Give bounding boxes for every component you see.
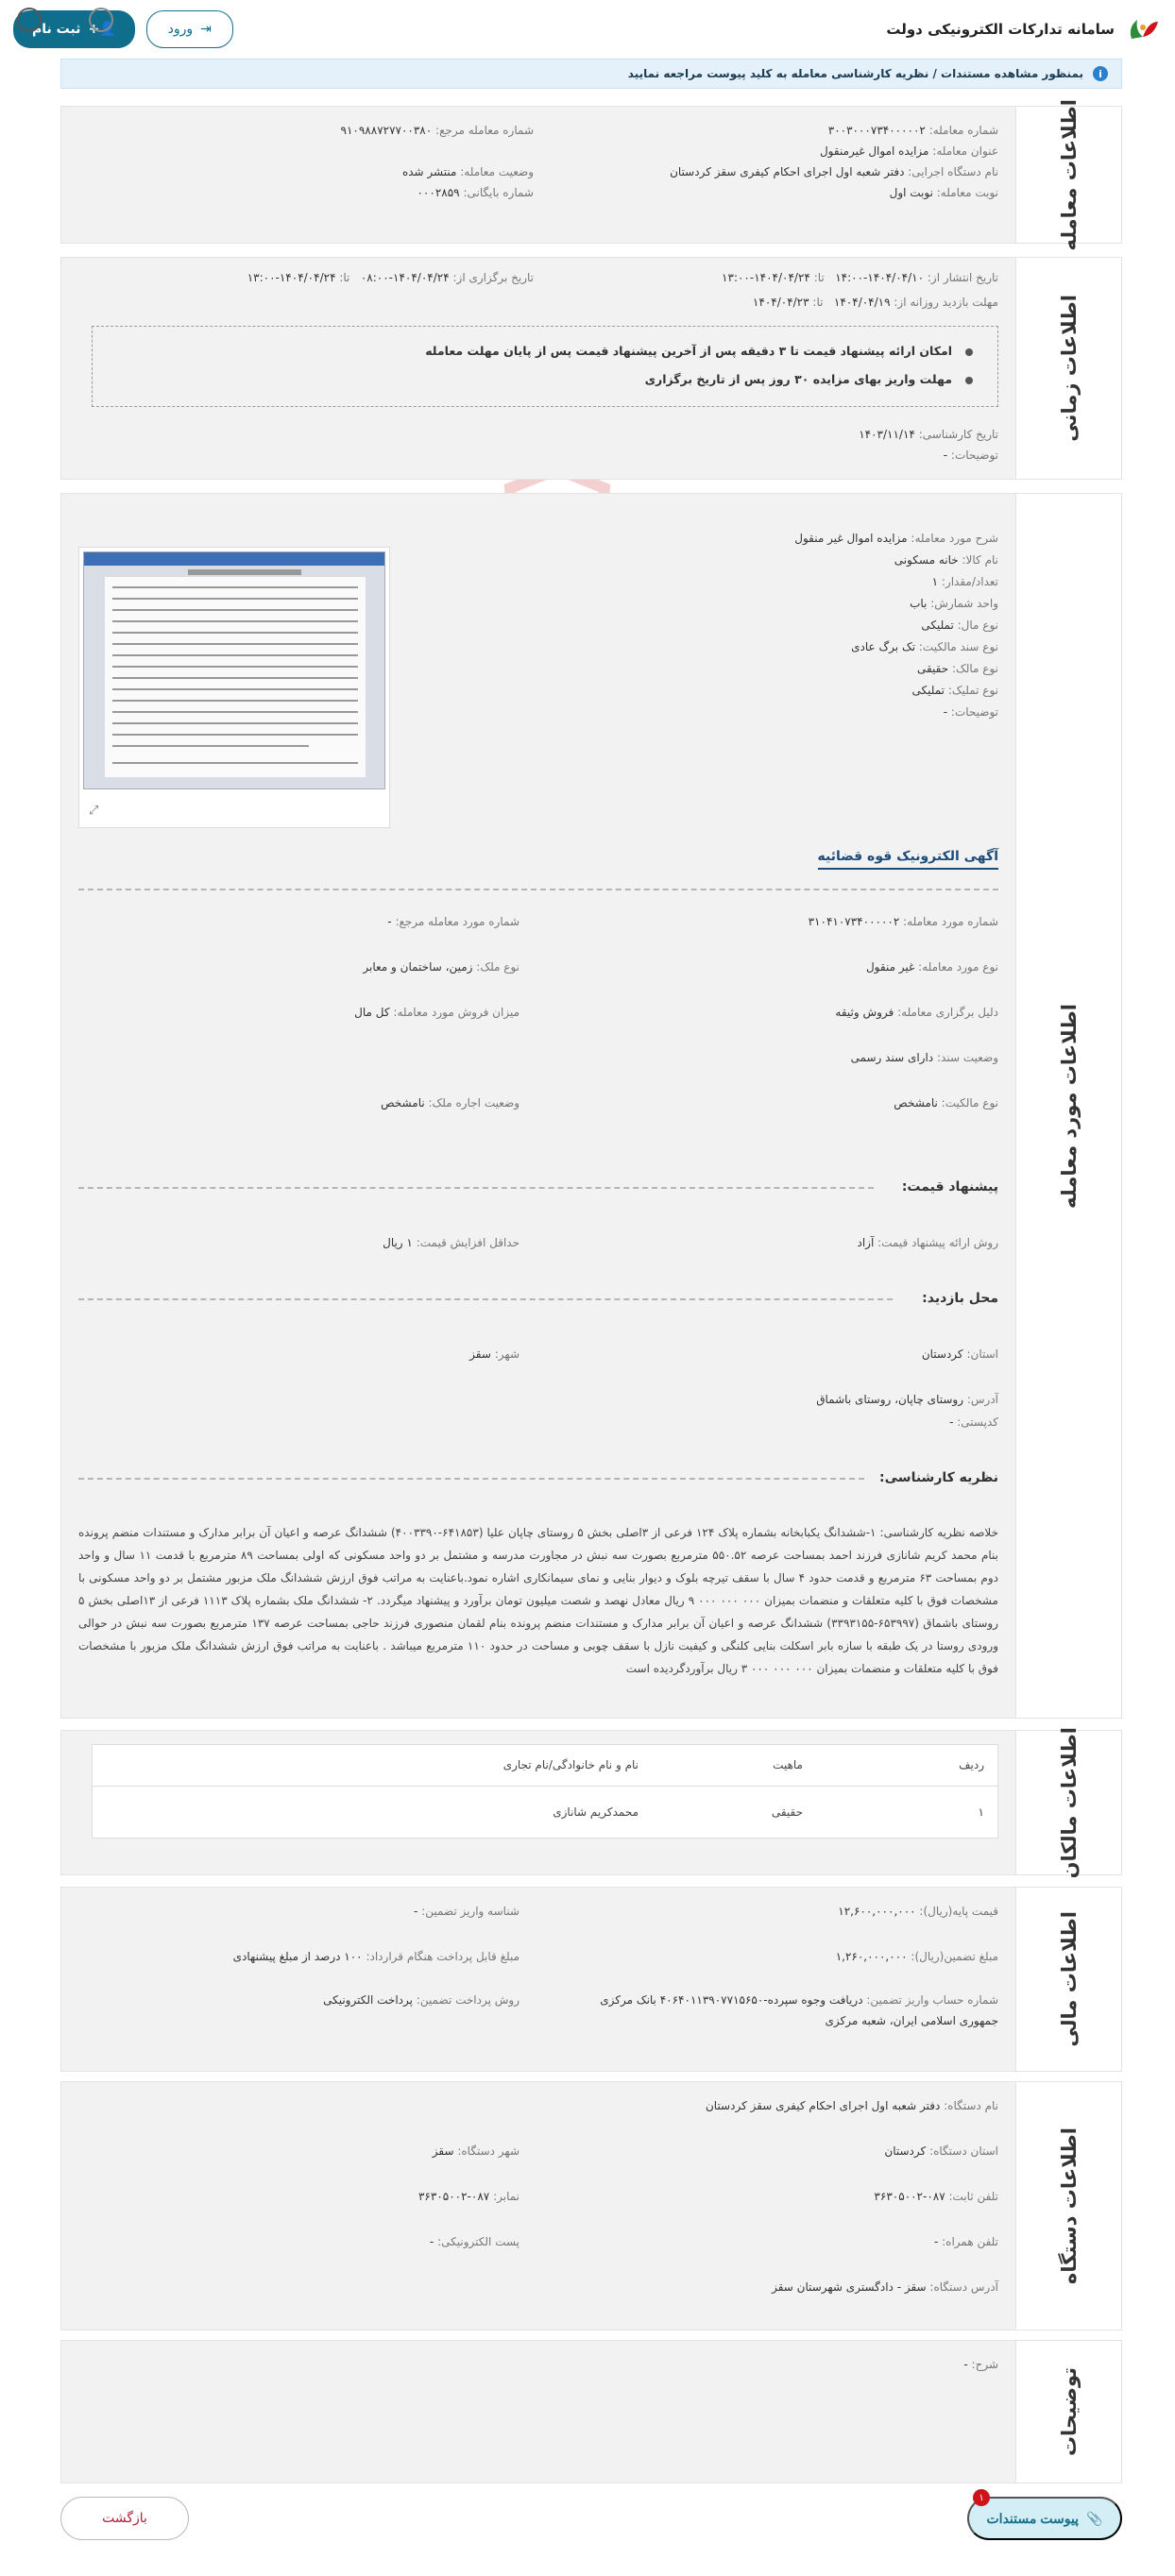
- add-user-icon: 👤+: [88, 22, 116, 37]
- item-section-label: اطلاعات مورد معامله: [1015, 494, 1121, 1718]
- owners-table-header: [93, 1745, 997, 1787]
- property-kind: نوع ملک: زمین، ساختمان و معابر: [363, 960, 519, 974]
- guarantee-amount: مبلغ تضمین(ریال): ۱,۲۶۰,۰۰۰,۰۰۰: [835, 1950, 998, 1963]
- setad-logo-icon: [1124, 10, 1162, 48]
- expert-date: تاریخ کارشناسی: ۱۴۰۳/۱۱/۱۴: [859, 428, 998, 441]
- ad-title-link[interactable]: آگهی الکترونیک قوه قضائیه: [818, 849, 999, 870]
- item-number: شماره مورد معامله: ۳۱۰۴۱۰۷۳۴۰۰۰۰۰۲: [808, 915, 998, 928]
- notice-thumbnail[interactable]: [78, 547, 390, 828]
- brand[interactable]: [886, 10, 1162, 48]
- guarantee-id: شناسه واریز تضمین: -: [414, 1905, 519, 1918]
- device-section: [60, 2081, 1122, 2330]
- rule-bullet-1: امکان ارائه پیشنهاد قیمت تا ۳ دقیقه پس از آخرین پیشنهاد قیمت پس از پایان مهلت معامله: [425, 344, 973, 358]
- unit: واحد شمارش: باب: [910, 597, 998, 610]
- property-type: نوع مال: تملیکی: [921, 619, 998, 632]
- emblem-logo-icon: [79, 8, 123, 51]
- device-fax: نمابر: ۰۸۷-۳۶۳۰۵۰۰۲: [417, 2190, 519, 2203]
- deal-reason: دلیل برگزاری معامله: فروش وثیقه: [835, 1006, 998, 1019]
- visit-city: شهر: سقز: [469, 1347, 519, 1361]
- device-address: آدرس دستگاه: سقز - دادگستری شهرستان سقز: [772, 2280, 998, 2294]
- item-kind: نوع مورد معامله: غیر منقول: [865, 960, 998, 974]
- login-button[interactable]: [146, 10, 233, 48]
- doc-type: نوع سند مالکیت: تک برگ عادی: [851, 640, 998, 653]
- device-province: استان دستگاه: کردستان: [884, 2144, 998, 2158]
- notes-section-label: توضیحات: [1015, 2341, 1121, 2483]
- login-icon: ⇥: [200, 22, 212, 37]
- hold-date: تاریخ برگزاری از: ۱۴۰۴/۰۴/۲۴-۰۸:۰۰ تا: ۱۴۰۴/۰۴/۲۴-۱۳:۰۰: [247, 271, 534, 284]
- device-name: نام دستگاه: دفتر شعبه اول اجرای احکام کیفری سقز کردستان: [705, 2099, 998, 2112]
- owners-section-label: اطلاعات مالکان: [1015, 1731, 1121, 1874]
- expand-icon[interactable]: ⤢: [89, 804, 99, 818]
- contract-payment: مبلغ قابل پرداخت هنگام قرارداد: ۱۰۰ درصد از مبلغ پیشنهادی: [232, 1950, 519, 1963]
- deal-status: وضعیت معامله: منتشر شده: [401, 165, 534, 178]
- attachments-label: پیوست مستندات: [986, 2510, 1080, 2526]
- gov-logos: [0, 8, 123, 51]
- document-status: وضعیت سند: دارای سند رسمی: [850, 1051, 998, 1064]
- time-section: [60, 257, 1122, 480]
- register-label: ثبت نام: [32, 22, 81, 37]
- notice-image: [83, 551, 385, 789]
- offer-method: روش ارائه پیشنهاد قیمت: آزاد: [857, 1236, 998, 1249]
- login-label: ورود: [167, 22, 194, 37]
- row-index: ۱: [978, 1805, 984, 1819]
- quantity: تعداد/مقدار: ۱: [931, 575, 998, 588]
- visit-province: استان: کردستان: [921, 1347, 998, 1361]
- item-desc: شرح مورد معامله: مزایده اموال غیر منقول: [794, 532, 998, 545]
- bottom-actions: [60, 2492, 1122, 2544]
- owners-section: [60, 1726, 1122, 1879]
- device-section-label: اطلاعات دستگاه: [1015, 2082, 1121, 2330]
- col-row: ردیف: [959, 1758, 984, 1771]
- device-mobile: تلفن همراه: -: [933, 2235, 998, 2248]
- paperclip-icon: 📎: [1086, 2510, 1103, 2526]
- rules-box: [92, 326, 998, 407]
- finance-section: [60, 1887, 1122, 2072]
- offer-heading: پیشنهاد قیمت:: [901, 1179, 998, 1195]
- notes-desc: شرح: -: [963, 2358, 998, 2371]
- alert-text: بمنظور مشاهده مستندات / نظریه کارشناسی معامله به کلید پیوست مراجعه نمایید: [627, 67, 1083, 80]
- publish-date: تاریخ انتشار از: ۱۴۰۴/۰۴/۱۰-۱۴:۰۰ تا: ۱۴۰۴/۰۴/۲۴-۱۳:۰۰: [722, 271, 998, 284]
- lease-status: وضعیت اجاره ملک: نامشخص: [381, 1096, 519, 1110]
- attachment-alert: [60, 59, 1122, 89]
- divider: [78, 1298, 893, 1300]
- attachments-count-badge: ۱: [973, 2489, 990, 2506]
- deal-round: نوبت معامله: نوبت اول: [889, 186, 998, 199]
- deal-org: نام دستگاه اجرایی: دفتر شعبه اول اجرای احکام کیفری سقز کردستان: [670, 165, 998, 178]
- site-title: سامانه تداركات الكترونيكی دولت: [886, 21, 1115, 38]
- deal-section-label: اطلاعات معامله: [1015, 107, 1121, 243]
- ownership-method: نوع تملیک: تملیکی: [911, 684, 998, 697]
- device-city: شهر دستگاه: سقز: [432, 2144, 519, 2158]
- owners-table: [92, 1744, 998, 1839]
- owner-type: نوع مالک: حقیقی: [916, 662, 998, 675]
- device-email: پست الکترونیکی: -: [429, 2235, 519, 2248]
- deal-section: [60, 98, 1122, 251]
- divider: [78, 1187, 874, 1189]
- expert-opinion: خلاصه نظریه کارشناسی: ۱-ششدانگ یکبابخانه بشماره پلاک ۱۲۴ فرعی از ۳اصلی بخش ۵ روستای چاپان علیا (۶۴۱۸۵۳-۴۰۰۳۳۹۰) ششدانگ عرصه و اعیان آن برابر مدارک و مستندات منضم پرونده بنام محمد کریم شانازی فرزند احمد بمساحت عرصه ۵۵۰.۵۲ مترمربع بصورت سه نبش در مجاورت مدرسه و مشتمل بر دو واحد مسکونی که اولی بمساحت ۸۹ مترمربع با قدمت ۱۱ سال و واحد دوم بمساحت ۶۳ مترمربع و قدمت حدود ۴ سال با سقف تیرچه بلوک و دیوار بنایی و نمای سیمانکاری اشاره نمود.باعنایت به مراتب فوق ارزش ششدانگ ملک مزبور مشتمل بر دو واحد مسکونی با مشخصات فوق با کلیه متعلقات و منضمات بمیزان ۰۰۰ ۰۰۰ ۰۰۰ ۹ ریال معادل نهصد و شصت میلیون تومان برآورد و پیشنهاد میگردد. ۲- ششدانگ ملک بشماره پلاک ۱۱۱۳ فرعی از ۱۳اصلی بخش ۵ روستای باشماق (۶۵۳۹۹۷-۳۳۹۳۱۵۵) ششدانگ عرصه و اعیان آن برابر مدارک و مستندات منضم پرونده بنام لقمان منصوری فرزند حاجی بمساحت عرصه ۱۳۷ مترمربع بصورت سه نبش در حوالی ورودی روستا در یک طبقه با سازه بابر اسکلت بنایی کلنگی و کیفیت نازل با سقف چوبی و مساحت در حدود ۱۱۰ مترمربع میباشد . باعنایت به مراتب فوق ارزش ششدانگ ملک مزبور با مشخصات فوق با کلیه متعلقات و منضمات بمیزان ۰۰۰ ۰۰۰ ۰۰۰ ۳ ریال برآوردگردیده است: [78, 1526, 999, 1675]
- visit-postal: کدپستی: -: [949, 1415, 998, 1429]
- col-nature: ماهیت: [773, 1758, 803, 1771]
- ministry-logo-icon: [8, 8, 51, 51]
- goods-name: نام کالا: خانه مسکونی: [894, 553, 998, 567]
- item-ref-number: شماره مورد معامله مرجع: -: [387, 915, 519, 928]
- deal-archive: شماره بایگانی: ۰۰۰۲۸۵۹: [417, 186, 534, 199]
- base-price: قیمت پایه(ریال): ۱۲,۶۰۰,۰۰۰,۰۰۰: [838, 1905, 998, 1918]
- min-increase: حداقل افزایش قیمت: ۱ ریال: [383, 1236, 519, 1249]
- item-section: [60, 493, 1122, 1719]
- item-notes: توضیحات: -: [943, 705, 998, 719]
- visit-address: آدرس: روستای چاپان، روستای باشماق: [816, 1393, 998, 1406]
- notes-section: [60, 2340, 1122, 2483]
- deal-title: عنوان معامله: مزایده اموال غیرمنقول: [819, 144, 998, 158]
- expert-heading: نظریه کارشناسی:: [879, 1470, 998, 1485]
- top-bar: [0, 0, 1175, 59]
- visit-heading: محل بازدید:: [922, 1291, 998, 1306]
- col-name: نام و نام خانوادگی/نام تجاری: [502, 1758, 639, 1771]
- finance-section-label: اطلاعات مالی: [1015, 1888, 1121, 2071]
- row-nature: حقیقی: [771, 1805, 803, 1819]
- ownership-type: نوع مالکیت: نامشخص: [894, 1096, 998, 1110]
- rule-bullet-2: مهلت واریز بهای مزایده ۳۰ روز پس از تاریخ برگزاری: [645, 372, 973, 386]
- divider: [78, 1478, 864, 1480]
- back-button[interactable]: بازگشت: [60, 2497, 189, 2540]
- row-name: محمدکریم شانازی: [553, 1805, 639, 1819]
- time-notes: توضیحات: -: [943, 449, 998, 462]
- sale-share: میزان فروش مورد معامله: کل مال: [354, 1006, 519, 1019]
- divider: [78, 889, 998, 890]
- visit-date: مهلت بازدید روزانه از: ۱۴۰۴/۰۴/۱۹ تا: ۱۴۰۴/۰۴/۲۳: [752, 296, 998, 309]
- guarantee-account-bank: جمهوری اسلامی ایران، شعبه مرکزی: [825, 2014, 998, 2027]
- deal-number: شماره معامله: ۳۰۰۳۰۰۰۷۳۴۰۰۰۰۰۲: [827, 124, 998, 137]
- attachments-button[interactable]: [967, 2497, 1122, 2540]
- guarantee-account: شماره حساب واریز تضمین: دریافت وجوه سپرده-۴۰۶۴۰۱۱۳۹۰۷۷۱۵۶۵۰ بانک مرکزی: [600, 1993, 998, 2007]
- deal-ref-number: شماره معامله مرجع: ۹۱۰۹۸۸۷۲۷۷۰۰۳۸۰: [340, 124, 534, 137]
- payment-method: روش پرداخت تضمین: پرداخت الکترونیکی: [323, 1993, 519, 2007]
- time-section-label: اطلاعات زمانی: [1015, 258, 1121, 479]
- info-icon: i: [1093, 66, 1108, 81]
- device-phone: تلفن ثابت: ۰۸۷-۳۶۳۰۵۰۰۲: [874, 2190, 998, 2203]
